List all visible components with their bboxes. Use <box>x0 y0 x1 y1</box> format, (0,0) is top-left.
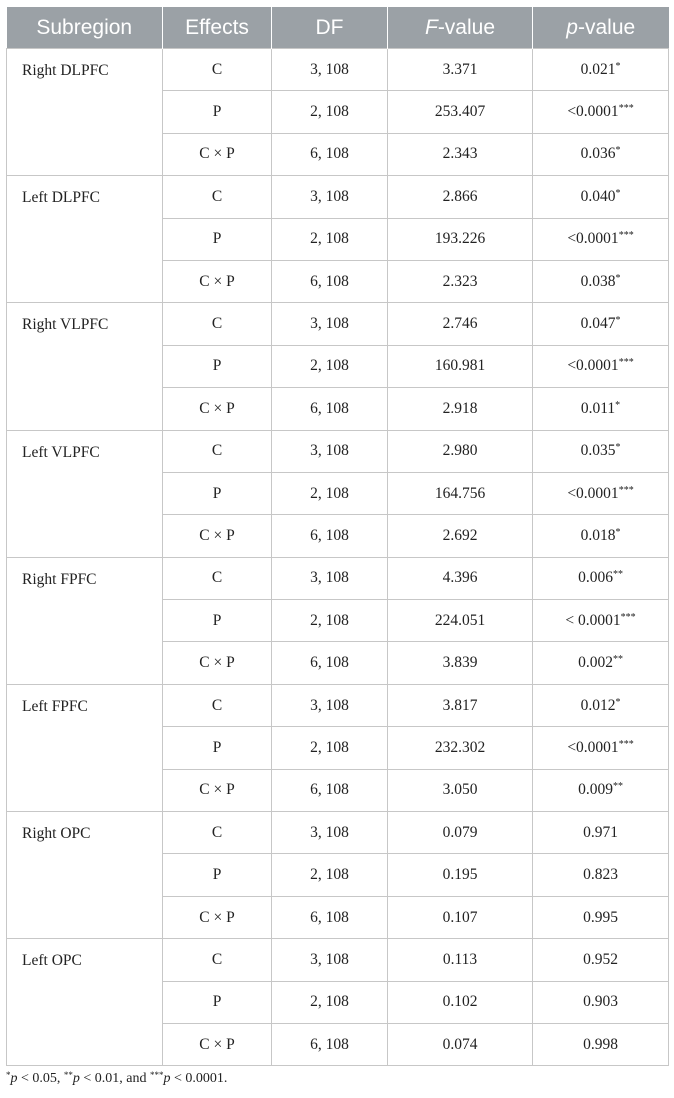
p-value-text: 0.006 <box>578 569 613 587</box>
footnote-p-2: p <box>72 1071 80 1086</box>
effect-cell: C <box>163 684 272 726</box>
p-value-cell <box>533 218 669 260</box>
df-cell: 3, 108 <box>272 430 388 472</box>
p-value-cell <box>533 600 669 642</box>
header-f-suffix: -value <box>437 15 496 39</box>
f-value-cell: 160.981 <box>388 345 533 387</box>
p-value-cell <box>533 133 669 175</box>
significance-marker: * <box>615 526 621 538</box>
p-value-cell <box>533 388 669 430</box>
p-value-cell <box>533 515 669 557</box>
effect-cell: C <box>163 939 272 981</box>
p-value-cell <box>533 345 669 387</box>
significance-marker: * <box>615 187 621 199</box>
header-p-value <box>533 7 669 49</box>
p-value-text: 0.903 <box>583 993 618 1011</box>
f-value-cell: 2.918 <box>388 388 533 430</box>
effect-cell: C × P <box>163 896 272 938</box>
f-value-cell: 3.839 <box>388 642 533 684</box>
p-value-text: 0.040 <box>580 187 616 205</box>
footnote-sig-3: *** <box>150 1070 164 1080</box>
f-value-cell: 2.746 <box>388 303 533 345</box>
p-value-cell <box>533 727 669 769</box>
significance-marker: *** <box>618 357 634 369</box>
df-cell: 3, 108 <box>272 939 388 981</box>
f-value-cell: 0.079 <box>388 812 533 854</box>
effect-cell: C <box>163 557 272 599</box>
f-value-cell: 4.396 <box>388 557 533 599</box>
df-cell: 2, 108 <box>272 472 388 514</box>
footnote-text-3: < 0.0001. <box>170 1071 228 1086</box>
f-value-cell: 2.980 <box>388 430 533 472</box>
anova-results-table <box>6 7 669 1066</box>
header-subregion: Subregion <box>7 7 163 49</box>
p-value-text: 0.018 <box>580 526 616 544</box>
p-value-cell <box>533 303 669 345</box>
effect-cell: P <box>163 727 272 769</box>
effect-cell: P <box>163 91 272 133</box>
header-df: DF <box>272 7 388 49</box>
header-f-value <box>388 7 533 49</box>
df-cell: 3, 108 <box>272 176 388 218</box>
effect-cell: C × P <box>163 133 272 175</box>
df-cell: 6, 108 <box>272 515 388 557</box>
effect-cell: P <box>163 854 272 896</box>
header-f-symbol: F <box>424 15 438 39</box>
p-value-cell <box>533 981 669 1023</box>
effect-cell: P <box>163 345 272 387</box>
effect-cell: P <box>163 218 272 260</box>
effect-cell: C <box>163 430 272 472</box>
p-value-cell <box>533 896 669 938</box>
table-row <box>7 49 669 91</box>
effect-cell: P <box>163 600 272 642</box>
f-value-cell: 3.817 <box>388 684 533 726</box>
p-value-text: 0.021 <box>580 60 616 78</box>
p-value-text: 0.995 <box>583 908 618 926</box>
p-value-cell <box>533 642 669 684</box>
p-value-cell <box>533 1023 669 1065</box>
f-value-cell: 3.050 <box>388 769 533 811</box>
significance-marker: *** <box>618 103 634 115</box>
p-value-cell <box>533 769 669 811</box>
significance-marker: * <box>615 696 621 708</box>
effect-cell: P <box>163 981 272 1023</box>
table-row <box>7 176 669 218</box>
f-value-cell: 232.302 <box>388 727 533 769</box>
df-cell: 6, 108 <box>272 769 388 811</box>
p-value-cell <box>533 854 669 896</box>
effect-cell: P <box>163 472 272 514</box>
effect-cell: C × P <box>163 388 272 430</box>
effect-cell: C <box>163 812 272 854</box>
p-value-text: 0.971 <box>583 823 618 841</box>
p-value-text: <0.0001 <box>567 230 619 248</box>
df-cell: 2, 108 <box>272 345 388 387</box>
p-value-cell <box>533 472 669 514</box>
significance-marker: ** <box>612 781 623 793</box>
p-value-text: 0.012 <box>580 696 616 714</box>
subregion-cell: Right DLPFC <box>7 49 163 176</box>
p-value-text: 0.036 <box>580 145 616 163</box>
p-value-text: <0.0001 <box>567 484 619 502</box>
subregion-cell: Right FPFC <box>7 557 163 684</box>
p-value-cell <box>533 91 669 133</box>
footnote-p-1: p <box>10 1071 18 1086</box>
df-cell: 6, 108 <box>272 388 388 430</box>
subregion-cell: Right VLPFC <box>7 303 163 430</box>
df-cell: 3, 108 <box>272 557 388 599</box>
f-value-cell: 0.102 <box>388 981 533 1023</box>
p-value-text: 0.998 <box>583 1035 618 1053</box>
f-value-cell: 253.407 <box>388 91 533 133</box>
df-cell: 6, 108 <box>272 896 388 938</box>
df-cell: 3, 108 <box>272 812 388 854</box>
f-value-cell: 2.343 <box>388 133 533 175</box>
df-cell: 2, 108 <box>272 218 388 260</box>
p-value-text: < 0.0001 <box>565 611 621 629</box>
significance-marker: *** <box>618 230 634 242</box>
subregion-cell: Right OPC <box>7 812 163 939</box>
footnote <box>6 1071 227 1087</box>
p-value-cell <box>533 176 669 218</box>
df-cell: 6, 108 <box>272 642 388 684</box>
effect-cell: C × P <box>163 260 272 302</box>
p-value-text: <0.0001 <box>567 738 619 756</box>
p-value-text: 0.823 <box>583 866 618 884</box>
f-value-cell: 0.195 <box>388 854 533 896</box>
f-value-cell: 0.074 <box>388 1023 533 1065</box>
df-cell: 3, 108 <box>272 303 388 345</box>
header-p-suffix: -value <box>577 15 636 39</box>
p-value-cell <box>533 939 669 981</box>
f-value-cell: 0.113 <box>388 939 533 981</box>
footnote-p-3: p <box>163 1071 171 1086</box>
p-value-cell <box>533 260 669 302</box>
p-value-cell <box>533 812 669 854</box>
effect-cell: C <box>163 176 272 218</box>
df-cell: 6, 108 <box>272 260 388 302</box>
df-cell: 3, 108 <box>272 684 388 726</box>
table-row <box>7 939 669 981</box>
table-row <box>7 557 669 599</box>
table-body <box>7 49 669 1066</box>
subregion-cell: Left DLPFC <box>7 176 163 303</box>
footnote-sig-1: * <box>6 1070 11 1080</box>
significance-marker: *** <box>620 611 636 623</box>
f-value-cell: 3.371 <box>388 49 533 91</box>
p-value-text: 0.009 <box>578 781 613 799</box>
subregion-cell: Left VLPFC <box>7 430 163 557</box>
significance-marker: * <box>615 442 621 454</box>
df-cell: 2, 108 <box>272 981 388 1023</box>
table-row <box>7 684 669 726</box>
significance-marker: *** <box>618 484 634 496</box>
significance-marker: * <box>615 60 621 72</box>
effect-cell: C <box>163 49 272 91</box>
df-cell: 3, 108 <box>272 49 388 91</box>
significance-marker: ** <box>612 654 623 666</box>
significance-marker: * <box>615 315 621 327</box>
df-cell: 2, 108 <box>272 854 388 896</box>
effect-cell: C × P <box>163 642 272 684</box>
p-value-cell <box>533 49 669 91</box>
subregion-cell: Left OPC <box>7 939 163 1066</box>
significance-marker: * <box>615 272 621 284</box>
f-value-cell: 2.866 <box>388 176 533 218</box>
footnote-text-2: < 0.01, and <box>79 1071 151 1086</box>
header-row <box>7 7 669 49</box>
f-value-cell: 0.107 <box>388 896 533 938</box>
p-value-text: 0.038 <box>580 272 616 290</box>
effect-cell: C <box>163 303 272 345</box>
significance-marker: * <box>615 399 621 411</box>
p-value-cell <box>533 430 669 472</box>
header-effects: Effects <box>163 7 272 49</box>
p-value-text: 0.952 <box>583 950 618 968</box>
significance-marker: * <box>615 145 621 157</box>
p-value-cell <box>533 684 669 726</box>
f-value-cell: 2.692 <box>388 515 533 557</box>
footnote-sig-2: ** <box>63 1070 73 1080</box>
table-row <box>7 812 669 854</box>
f-value-cell: 193.226 <box>388 218 533 260</box>
p-value-text: 0.002 <box>578 654 613 672</box>
f-value-cell: 164.756 <box>388 472 533 514</box>
df-cell: 2, 108 <box>272 600 388 642</box>
significance-marker: *** <box>618 738 634 750</box>
f-value-cell: 224.051 <box>388 600 533 642</box>
df-cell: 2, 108 <box>272 727 388 769</box>
effect-cell: C × P <box>163 515 272 557</box>
significance-marker: ** <box>612 569 623 581</box>
p-value-text: 0.011 <box>580 399 616 417</box>
p-value-text: <0.0001 <box>567 357 619 375</box>
footnote-text-1: < 0.05, <box>17 1071 64 1086</box>
df-cell: 6, 108 <box>272 1023 388 1065</box>
p-value-text: <0.0001 <box>567 103 619 121</box>
df-cell: 6, 108 <box>272 133 388 175</box>
df-cell: 2, 108 <box>272 91 388 133</box>
table-row <box>7 303 669 345</box>
table-row <box>7 430 669 472</box>
p-value-text: 0.047 <box>580 315 616 333</box>
p-value-text: 0.035 <box>580 442 616 460</box>
header-p-symbol: p <box>566 15 578 39</box>
effect-cell: C × P <box>163 1023 272 1065</box>
p-value-cell <box>533 557 669 599</box>
effect-cell: C × P <box>163 769 272 811</box>
f-value-cell: 2.323 <box>388 260 533 302</box>
subregion-cell: Left FPFC <box>7 684 163 811</box>
